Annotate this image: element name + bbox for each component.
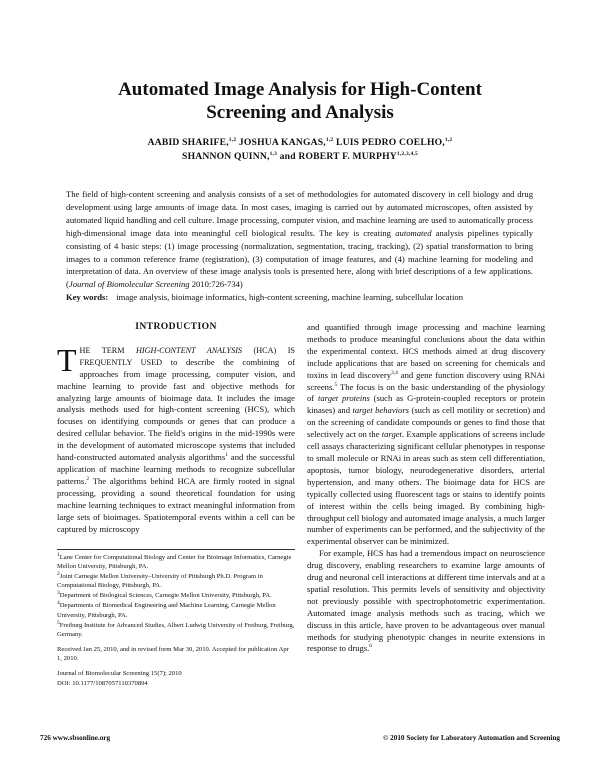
author-list [80, 136, 520, 164]
footnote-sup: 4 [57, 600, 60, 607]
body-text: . Example applications of screens include cell assays characterizing significant cellular phenotypes in response to small molecule or RNAi in areas such as stem cell differentiation, apoptosis, tumor biology, neurodegenerative disorders, arterial hypertension, and many others. The bioimage data for HCS are typically collected using fluorescent tags or stains to identify points of interest within the cells being imaged. By combining high-throughput cell biology and automated image analysis, a much larger number of experiments can be performed, and the subjectivity of the experimental observer can be minimized. [307, 429, 545, 547]
footnote-sup: 2 [57, 571, 60, 577]
lead-small-caps: (HCA) IS FREQUENTLY USED [79, 345, 295, 367]
citation-sup: 1 [225, 452, 228, 459]
italic-text: target [381, 429, 402, 440]
section-heading-introduction: INTRODUCTION [135, 321, 217, 332]
footnote-text: Lane Center for Computational Biology and Center for Bioimage Informatics, Carnegie Mellon University, Pittsburgh, PA. [57, 554, 292, 571]
abstract-text: 2010:726-734) [189, 279, 243, 290]
article-title [60, 78, 540, 124]
footnote-text: Department of Biological Sciences, Carnegie Mellon University, Pittsburgh, PA. [59, 592, 272, 600]
footnote-text: Departments of Biomedical Engineering and Machine Learning, Carnegie Mellon University, Pittsburgh, PA. [57, 602, 276, 619]
author-affiliation-sup: 1,2,3,4,5 [396, 150, 418, 157]
journal-citation: Journal of Biomolecular Screening 15(7); 2010 [57, 670, 182, 678]
footer-page-number-url: 726 www.sbsonline.org [40, 734, 111, 742]
citation-sup: 6 [369, 643, 373, 650]
author-name: JOSHUA KANGAS, [236, 137, 326, 148]
lead-italic: HIGH-CONTENT ANALYSIS [135, 345, 243, 355]
footnote [57, 553, 295, 571]
citation-sup: 3,4 [391, 369, 398, 376]
citation-sup: 5 [334, 381, 338, 388]
body-text: For example, HCS has had a tremendous impact on neuroscience drug discovery, enabling researchers to examine large amounts of drug and neuronal cell interactions at different time intervals and at a spatial resolution. This permits levels of sensitivity and objectivity not previously possible with spectrophotometric experimentation. Automated image analysis methods such as tracing, which we discuss in this article, have proven to be advantageous over manual methods for studying phenotypic changes in neurite extensions in response to drugs. [307, 548, 545, 654]
abstract-text: analysis pipelines typically consisting of 4 basic steps: (1) image processing (normalization, segmentation, tracing, tracking), (2) spatial transformation to bring images to a common reference frame (registration), (3) computation of image features, and (4) machine learning for modeling and interpretation of data. An overview of these image analysis tools is presented here, along with brief descriptions of a few applications. ( [66, 227, 533, 290]
abstract-journal-name: Journal of Biomolecular Screening [68, 279, 190, 290]
left-column [57, 313, 295, 535]
author-affiliation-sup: 1,2 [444, 136, 453, 143]
footnote-sup: 5 [57, 619, 60, 626]
author-affiliation-sup: 1,3 [269, 150, 278, 157]
doi: DOI: 10.1177/1087057110370894 [57, 680, 148, 688]
body-text: The focus is on the basic understanding of the physiology of [307, 381, 545, 404]
footnote-text: Joint Carnegie Mellon University–University of Pittsburgh Ph.D. Program in Computational Biology, Pittsburgh, PA. [57, 573, 263, 590]
author-line-2 [80, 150, 520, 164]
body-text: and quantified through image processing and machine learning methods to produce meaningful conclusions about the data within the experimental context. [307, 322, 545, 356]
lead-small-caps: HE TERM [79, 345, 125, 355]
author-name: and ROBERT F. MURPHY [277, 151, 397, 162]
body-text: to describe the combining of approaches from image processing, computer vision, and machine learning to provide fast and objective methods for analyzing large amounts of bioimage data. It includes the image analysis methods used for high-content screening (HCS), which focuses on identifying compounds or genes that can produce a desired cellular behavior. The field's origins in the mid-1990s were in the development of automated microscope systems that included hand-constructed automated analysis algorithms [57, 356, 295, 463]
author-affiliation-sup: 1,2 [325, 136, 334, 143]
title-line-1: Automated Image Analysis for High-Content [118, 79, 482, 100]
keywords-text: image analysis, bioimage informatics, high-content screening, machine learning, subcellular location [116, 292, 463, 302]
footnote-sup: 3 [57, 590, 60, 597]
footnote [57, 591, 295, 600]
italic-text: target behaviors [352, 405, 410, 416]
body-text: The algorithms behind HCA are firmly rooted in signal processing, providing a sound theoretical foundation for using machine learning techniques to extract meaningful information from large sets of bioimages. Spatiotemporal events within a cell can be captured by microscopy [57, 475, 295, 534]
footnote [57, 572, 295, 590]
citation-sup: 2 [86, 476, 90, 483]
keywords-label: Key words: [66, 292, 109, 302]
author-line-1 [80, 136, 520, 150]
keywords [66, 291, 533, 303]
abstract [66, 188, 533, 291]
author-name: SHANNON QUINN, [182, 151, 270, 162]
body-paragraph [307, 322, 545, 548]
footnote-sup: 1 [57, 551, 60, 558]
body-text: (such as cell motility or secretion) and on the screening of candidate compounds or genes to find those that selectively act on the [307, 405, 545, 440]
body-text: and gene function discovery using RNAi screens. [307, 369, 545, 392]
right-column [307, 322, 545, 655]
title-line-2: Screening and Analysis [206, 102, 394, 123]
drop-cap: T [57, 341, 77, 378]
footnote [57, 601, 295, 619]
received-dates: Received Jan 25, 2010, and in revised form Mar 30, 2010. Accepted for publication Apr 1, 2010. [57, 645, 289, 662]
italic-text: target proteins [317, 393, 370, 404]
abstract-italic: automated [395, 227, 432, 238]
footnote-text: Freiburg Institute for Advanced Studies, Albert Ludwig University of Freiburg, Freiburg, Germany. [57, 621, 295, 638]
body-text: (such as G-protein-coupled receptors or protein kinases) and [307, 393, 545, 416]
footer-copyright: © 2010 Society for Laboratory Automation and Screening [382, 734, 560, 742]
small-caps-text: HCS [402, 346, 419, 356]
body-text: and the successful application of machine learning methods to recognize subcellular patterns. [57, 452, 295, 486]
abstract-text: The field of high-content screening and analysis consists of a set of methodologies for automated discovery in cell biology and drug development using large amounts of image data. In most cases, imaging is carried out by automated microscopes, often assisted by automated liquid handling and cell culture. Image processing, computer vision, and machine learning are used to automatically process high-dimensional image data into meaningful cell biological results. The key is creating [66, 189, 533, 238]
body-text: methods aimed at drug discovery include applications that are based on screening for chemicals and toxins in lead discovery [307, 345, 545, 380]
author-affiliation-sup: 1,2 [228, 136, 237, 143]
author-name: LUIS PEDRO COELHO, [333, 137, 445, 148]
footnote [57, 621, 295, 639]
affiliation-footnotes [57, 549, 295, 689]
author-name: AABID SHARIFE, [147, 137, 229, 148]
body-paragraph [307, 548, 545, 655]
intro-paragraph [57, 341, 295, 536]
